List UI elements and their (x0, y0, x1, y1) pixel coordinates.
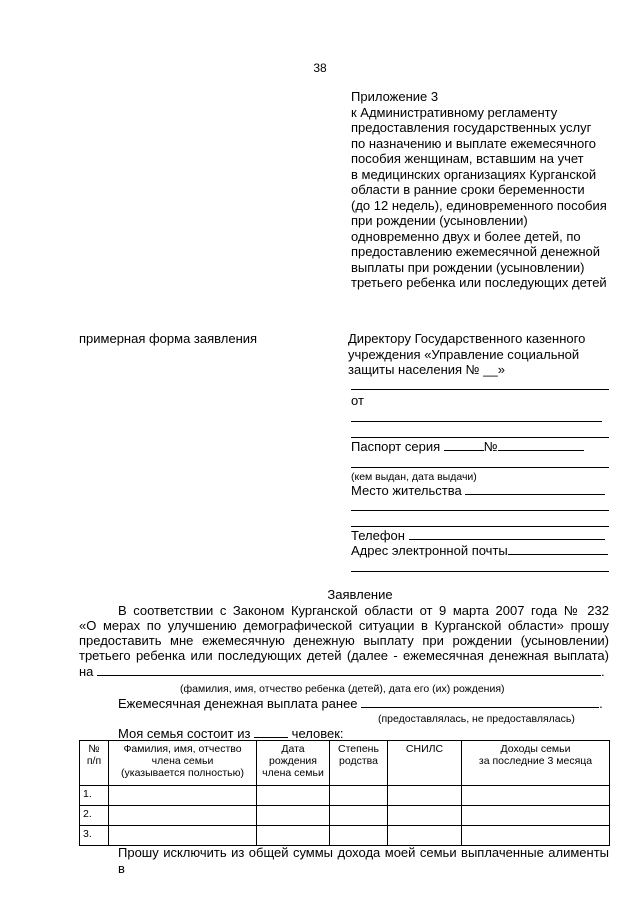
table-header-name: Фамилия, имя, отчество члена семьи (указывается полностью) (121, 743, 244, 779)
cell-income[interactable] (462, 806, 610, 826)
appendix-line: третьего ребенка или последующих детей (351, 275, 607, 290)
family-table (79, 740, 610, 846)
passport-number-label: № (483, 439, 498, 454)
phone-row (351, 528, 605, 544)
cell-birthdate[interactable] (257, 786, 330, 806)
appendix-block (351, 89, 621, 291)
row-number: 2. (80, 806, 109, 826)
issued-by-line[interactable] (351, 467, 609, 468)
issued-by-hint: (кем выдан, дата выдачи) (351, 471, 477, 483)
statement-line: третьего ребенка или последующих детей (далее - ежемесячная денежная выплата) (79, 648, 609, 663)
residence-field[interactable] (465, 483, 605, 495)
row-number: 3. (80, 826, 109, 846)
appendix-line: предоставлению ежемесячной денежной (351, 244, 601, 259)
earlier-label: Ежемесячная денежная выплата ранее (118, 696, 358, 711)
addressee-block (348, 331, 585, 378)
cell-relation[interactable] (330, 826, 388, 846)
appendix-line: одновременно двух и более детей, по (351, 228, 581, 244)
table-row (80, 826, 610, 846)
residence-line-3[interactable] (351, 526, 609, 527)
family-size-field[interactable] (254, 726, 288, 738)
family-suffix: человек: (291, 726, 344, 741)
child-info-field[interactable] (97, 664, 601, 676)
addressee-blank-line[interactable] (351, 389, 609, 390)
email-line-2[interactable] (351, 571, 609, 572)
earlier-field[interactable] (361, 696, 599, 708)
table-header-row (80, 741, 610, 786)
cell-snils[interactable] (388, 806, 462, 826)
cell-snils[interactable] (388, 826, 462, 846)
page-number: 38 (313, 61, 327, 75)
on-label: на (79, 664, 94, 679)
cell-birthdate[interactable] (257, 826, 330, 846)
passport-row (351, 439, 584, 455)
alimony-line: Прошу исключить из общей суммы дохода моей семьи выплаченные алименты в (118, 845, 609, 876)
table-header-relation: Степень родства (338, 743, 379, 767)
table-header-income: Доходы семьи за последние 3 месяца (478, 743, 593, 767)
residence-label: Место жительства (351, 483, 462, 498)
statement-line: В соответствии с Законом Курганской области от 9 марта 2007 года № 232 (118, 603, 609, 618)
table-header-snils: СНИЛС (405, 743, 444, 755)
appendix-line: к Административному регламенту (351, 104, 558, 120)
from-label: от (351, 393, 364, 408)
row-number: 1. (80, 786, 109, 806)
table-row (80, 786, 610, 806)
appendix-line: выплаты при рождении (усыновлении) (351, 259, 585, 275)
earlier-row-end: . (599, 696, 603, 711)
email-field[interactable] (508, 543, 608, 555)
cell-name[interactable] (109, 786, 257, 806)
earlier-row (118, 696, 603, 712)
appendix-line: предоставления государственных услуг (351, 120, 592, 135)
phone-field[interactable] (409, 528, 605, 540)
table-header-birthdate: Дата рождения члена семьи (262, 743, 324, 779)
appendix-line: при рождении (усыновлении) (351, 213, 528, 228)
from-name-line[interactable] (351, 421, 602, 422)
appendix-line: пособия женщинам, вставшим на учет (351, 151, 584, 166)
form-type-label: примерная форма заявления (79, 331, 258, 346)
phone-label: Телефон (351, 528, 405, 543)
statement-title: Заявление (327, 587, 393, 602)
cell-name[interactable] (109, 806, 257, 826)
statement-line: «О мерах по улучшению демографической ситуации в Курганской области» прошу (79, 618, 609, 633)
appendix-line: по назначению и выплате ежемесячного (351, 135, 596, 151)
appendix-line: в медицинских организациях Курганской (351, 166, 597, 182)
email-row (351, 543, 608, 559)
passport-series-field[interactable] (444, 439, 484, 451)
cell-income[interactable] (462, 826, 610, 846)
family-prefix: Моя семья состоит из (118, 726, 251, 741)
appendix-line: Приложение 3 (351, 89, 439, 104)
appendix-line: области в ранние сроки беременности (351, 182, 585, 197)
table-header-num: № п/п (86, 743, 102, 767)
addressee-line: учреждения «Управление социальной (348, 346, 580, 362)
child-row (79, 664, 605, 680)
email-label: Адрес электронной почты (351, 543, 508, 558)
addressee-line: Директору Государственного казенного (348, 331, 586, 346)
from-name-line-2[interactable] (351, 437, 609, 438)
child-hint: (фамилия, имя, отчество ребенка (детей), дата его (их) рождения) (180, 683, 505, 695)
earlier-hint: (предоставлялась, не предоставлялась) (378, 713, 575, 725)
passport-series-label: Паспорт серия (351, 439, 441, 454)
cell-relation[interactable] (330, 806, 388, 826)
cell-income[interactable] (462, 786, 610, 806)
cell-birthdate[interactable] (257, 806, 330, 826)
cell-relation[interactable] (330, 786, 388, 806)
cell-snils[interactable] (388, 786, 462, 806)
addressee-line: защиты населения № __» (348, 362, 505, 377)
residence-line-2[interactable] (351, 510, 609, 511)
statement-line: предоставить мне ежемесячную денежную выплату при рождении (усыновлении) (79, 633, 609, 648)
cell-name[interactable] (109, 826, 257, 846)
appendix-line: (до 12 недель), единовременного пособия (351, 197, 607, 213)
table-row (80, 806, 610, 826)
residence-row (351, 483, 605, 499)
child-row-end: . (601, 664, 605, 679)
passport-number-field[interactable] (498, 439, 584, 451)
